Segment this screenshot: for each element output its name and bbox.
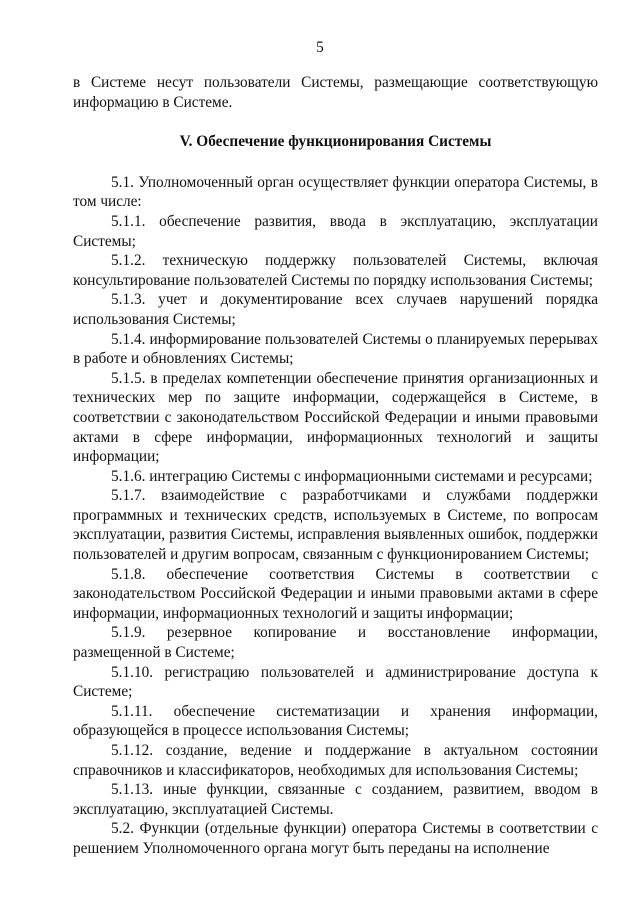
- paragraph-5-1-2: 5.1.2. техническую поддержку пользователей Системы, включая консультирование пользователей Системы по порядку использования Системы;: [73, 252, 598, 289]
- paragraph-5-1-13: 5.1.13. иные функции, связанные с созданием, развитием, вводом в эксплуатацию, эксплуатацией Системы.: [73, 781, 598, 818]
- paragraph-5-1-4: 5.1.4. информирование пользователей Системы о планируемых перерывах в работе и обновлениях Системы;: [73, 330, 598, 368]
- paragraph-5-2: 5.2. Функции (отдельные функции) оператора Системы в соответствии с решением Уполномоченного органа могут быть переданы на исполнение: [73, 820, 598, 857]
- paragraph-5-1-6: 5.1.6. интеграцию Системы с информационными системами и ресурсами;: [111, 467, 593, 485]
- paragraph-5-1-1: 5.1.1. обеспечение развития, ввода в эксплуатацию, эксплуатации Системы;: [73, 212, 598, 250]
- paragraph-5-1-3: 5.1.3. учет и документирование всех случаев нарушений порядка использования Системы;: [73, 291, 598, 328]
- paragraph-5-1-12: 5.1.12. создание, ведение и поддержание в актуальном состоянии справочников и классификаторов, необходимых для использования Системы;: [73, 742, 598, 779]
- paragraph-5-1-10: 5.1.10. регистрацию пользователей и администрирование доступа к Системе;: [73, 663, 598, 701]
- section-heading: V. Обеспечение функционирования Системы: [179, 133, 492, 151]
- paragraph-5-1-8: 5.1.8. обеспечение соответствия Системы в соответствии с законодательством Российской Федерации и иными правовыми актами в сфере информации, информационных технологий и защиты информации;: [73, 565, 598, 622]
- document-body: [73, 73, 598, 859]
- intro-paragraph: в Системе несут пользователи Системы, размещающие соответствующую информацию в Системе.: [73, 74, 598, 111]
- paragraph-5-1-7: 5.1.7. взаимодействие с разработчиками и службами поддержки программных и технических средств, используемых в Системе, по вопросам эксплуатации, развития Системы, исправления выявленных ошибок, поддержки пользователей и другим вопросам, связанным с функционированием Системы;: [73, 487, 598, 564]
- paragraph-5-1-11: 5.1.11. обеспечение систематизации и хранения информации, образующейся в процессе использования Системы;: [73, 702, 598, 740]
- paragraph-5-1-9: 5.1.9. резервное копирование и восстановление информации, размещенной в Системе;: [73, 624, 598, 662]
- paragraph-5-1: 5.1. Уполномоченный орган осуществляет функции оператора Системы, в том числе:: [73, 173, 598, 211]
- paragraph-5-1-5: 5.1.5. в пределах компетенции обеспечение принятия организационных и технических мер по защите информации, содержащейся в Системе, в соответствии с законодательством Российской Федерации и иными правовыми актами в сфере информации, информационных технологий и защиты информации;: [73, 369, 598, 466]
- page-number: 5: [316, 39, 324, 56]
